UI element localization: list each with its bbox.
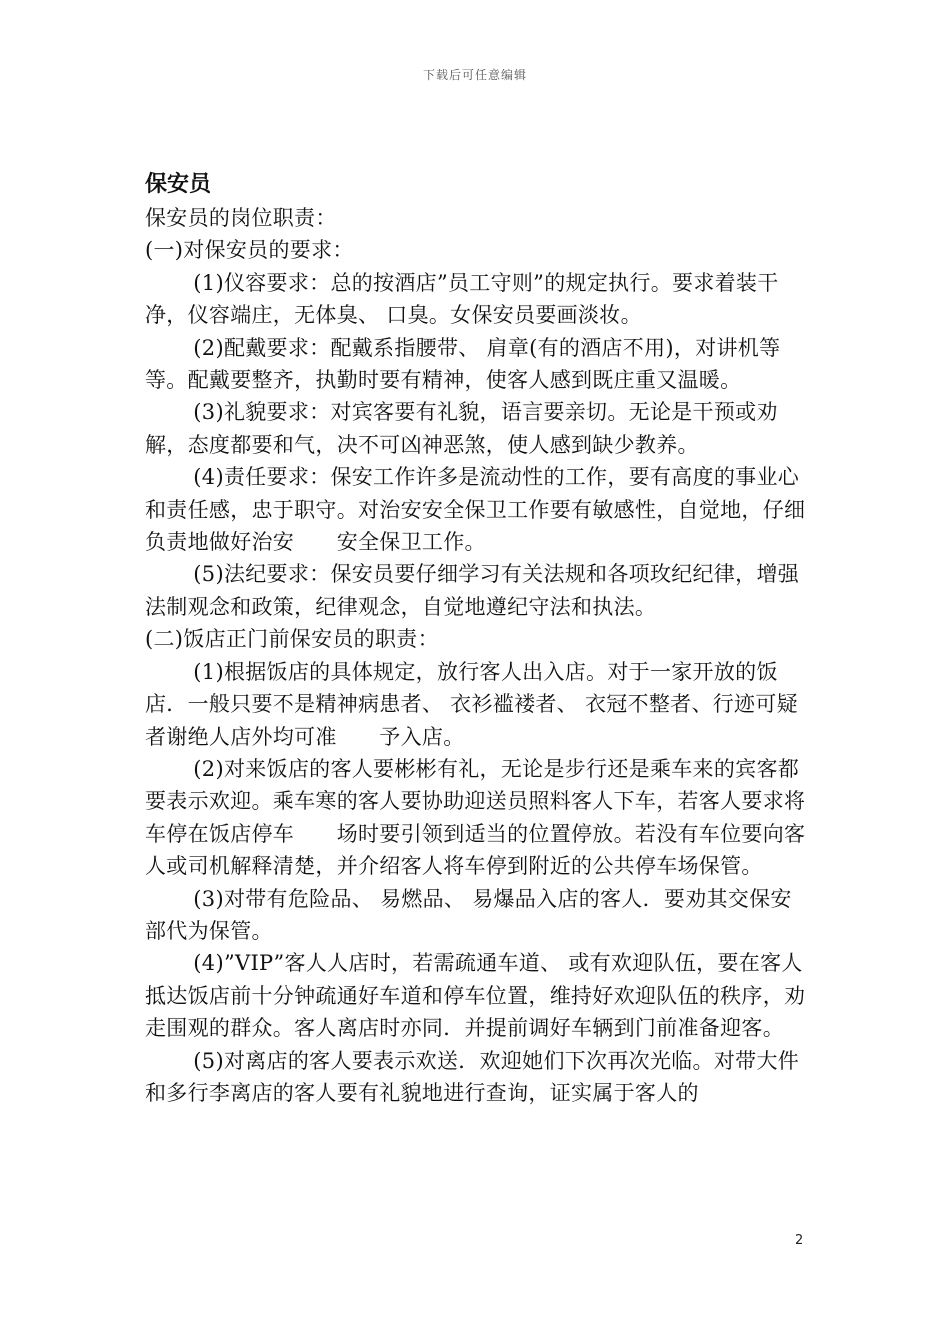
paragraph: (3)礼貌要求：对宾客要有礼貌，语言要亲切。无论是干预或劝解，态度都要和气，决不可凶神恶煞，使人感到缺少教养。 (145, 400, 778, 457)
paragraph-list (145, 202, 807, 1109)
paragraph: (一)对保安员的要求： (145, 238, 354, 263)
paragraph: 保安员的岗位职责： (145, 206, 337, 230)
paragraph: (5)对离店的客人要表示欢送．欢迎她们下次再次光临。对带大件和多行李离店的客人要有礼貌地进行查询，证实属于客人的 (145, 1048, 800, 1105)
document-title: 保安员 (145, 172, 212, 197)
paragraph: (2)配戴要求：配戴系指腰带、 肩章(有的酒店不用)，对讲机等等。配戴要整齐，执勤时要有精神，使客人感到既庄重又温暖。 (145, 335, 781, 393)
paragraph: (3)对带有危险品、 易燃品、 易爆品入店的客人．要劝其交保安部代为保管。 (145, 886, 792, 943)
page-header: 下载后可任意编辑 (422, 68, 527, 82)
paragraph: (二)饭店正门前保安员的职责： (145, 627, 439, 652)
paragraph: (2)对来饭店的客人要彬彬有礼，无论是步行还是乘车来的宾客都要表示欢迎。乘车寒的客人要协助迎送员照料客人下车，若客人要求将车停在饭店停车 场时要引领到适当的位置停放。若没有车位要向客人或司机解释清楚，并介绍客人将车停到附近的公共停车场保管。 (145, 756, 806, 879)
paragraph: (4)责任要求：保安工作许多是流动性的工作，要有高度的事业心和责任感，忠于职守。对治安安全保卫工作要有敏感性，自觉地，仔细负责地做好治安 安全保卫工作。 (145, 465, 806, 555)
paragraph: (1)根据饭店的具体规定，放行客人出入店。对于一家开放的饭店．一般只要不是精神病患者、 衣衫褴褛者、 衣冠不整者、行迹可疑者谢绝人店外均可准 予入店。 (145, 659, 798, 749)
document-body (145, 170, 807, 1109)
paragraph: (5)法纪要求：保安员要仔细学习有关法规和各项玫纪纪律，增强法制观念和政策，纪律观念，自觉地遵纪守法和执法。 (145, 562, 800, 619)
page-number: 2 (795, 1233, 804, 1248)
paragraph: (1)仪容要求：总的按酒店”员工守则”的规定执行。要求着装干净，仪容端庄，无体臭、 口臭。女保安员要画淡妆。 (145, 270, 779, 328)
paragraph: (4)”VIP”客人人店时，若需疏通车道、 或有欢迎队伍，要在客人抵达饭店前十分钟疏通好车道和停车位置，维持好欢迎队伍的秩序，劝走围观的群众。客人离店时亦同．并提前调好车辆到门前准备迎客。 (145, 951, 806, 1041)
